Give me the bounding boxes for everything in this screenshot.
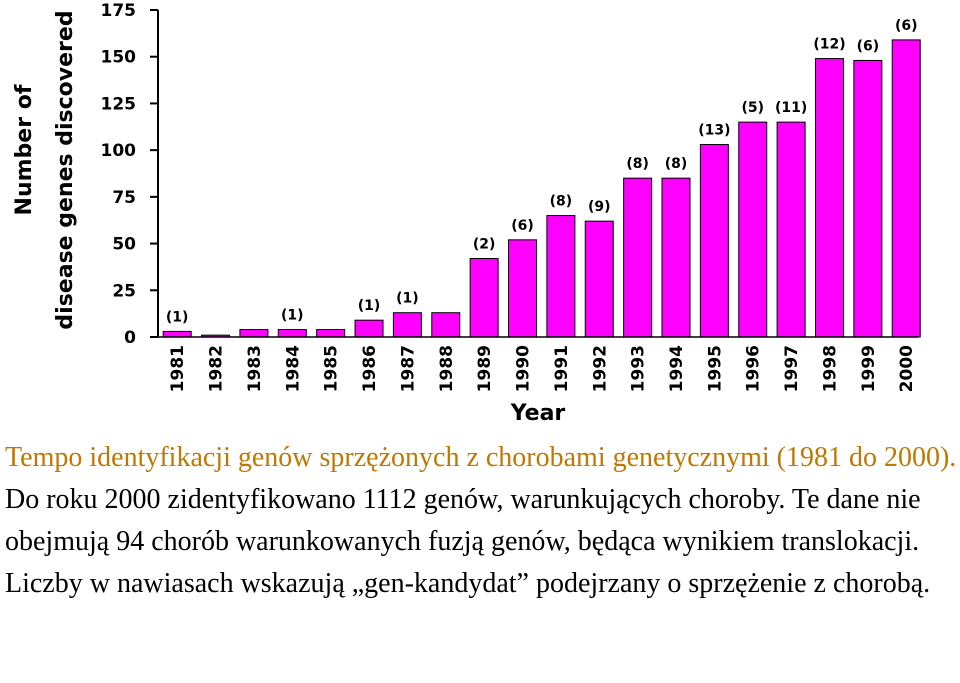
y-axis-title-line2: disease genes discovered [53,10,78,330]
bar-2000 [892,40,920,337]
bar-annotation-1998: (12) [813,36,846,53]
x-tick-label-1996: 1996 [743,345,764,393]
x-tick-label-1994: 1994 [666,345,687,393]
bar-1995 [700,145,728,337]
bar-1992 [585,221,613,337]
y-axis-title-line1: Number of [12,84,37,216]
bar-1989 [470,259,498,337]
bar-1986 [355,320,383,337]
bar-1991 [547,216,575,337]
bar-1988 [432,313,460,337]
x-tick-label-1984: 1984 [283,345,304,393]
x-tick-label-1985: 1985 [321,345,342,393]
x-tick-label-1991: 1991 [551,345,572,393]
bars [163,18,920,337]
x-tick-label-2000: 2000 [897,345,918,393]
caption-body: Do roku 2000 zidentyfikowano 1112 genów, warunkujących choroby. Te dane nie obejmują 94 chorób warunkowanych fuzją genów, będąca wynikiem translokacji. Liczby w nawiasach wskazują „gen-kandydat” podejrzany o sprzężenie z chorobą. [5,484,931,599]
bar-1996 [739,122,767,337]
bar-1985 [317,330,345,337]
bar-annotation-1994: (8) [664,156,688,173]
x-tick-label-1982: 1982 [206,345,227,393]
x-axis-title: Year [510,401,566,426]
bar-1987 [393,313,421,337]
bar-annotation-1989: (2) [472,236,496,253]
x-tick-label-1997: 1997 [782,345,803,393]
y-tick-label: 0 [124,328,136,348]
bar-1993 [624,178,652,337]
bar-1998 [815,59,843,337]
x-tick-label-1986: 1986 [360,345,381,393]
x-tick-label-1998: 1998 [820,345,841,393]
x-tick-label-1989: 1989 [475,345,496,393]
x-tick-label-1988: 1988 [436,345,457,393]
bar-1981 [163,331,191,337]
bar-annotation-1981: (1) [165,309,189,326]
x-tick-label-1981: 1981 [168,345,189,393]
y-tick-label: 100 [100,141,136,162]
y-axis [101,1,159,348]
bar-1999 [854,60,882,337]
caption [5,437,957,605]
bar-annotation-1990: (6) [511,217,534,234]
y-tick-label: 50 [112,234,136,255]
bar-1984 [278,330,306,337]
x-tick-label-1990: 1990 [513,345,534,393]
bar-annotation-1986: (1) [357,298,381,315]
bar-annotation-1984: (1) [281,307,304,324]
bar-1983 [240,330,268,337]
bar-annotation-1992: (9) [587,199,611,216]
bar-annotation-1997: (11) [774,100,808,117]
bar-annotation-2000: (6) [894,17,918,34]
x-tick-label-1999: 1999 [858,345,879,393]
x-tick-label-1993: 1993 [628,345,649,393]
bar-1990 [509,240,537,337]
y-tick-label: 75 [112,187,136,208]
y-tick-label: 150 [100,47,136,68]
y-tick-label: 125 [100,94,136,115]
x-axis [158,337,918,392]
x-tick-label-1987: 1987 [398,345,419,393]
x-tick-label-1992: 1992 [590,345,611,393]
bar-1994 [662,178,690,337]
bar-annotation-1991: (8) [549,193,573,210]
bar-annotation-1995: (13) [698,122,731,139]
y-tick-label: 175 [100,1,136,21]
bar-1997 [777,122,805,337]
x-tick-label-1995: 1995 [705,345,726,393]
bar-annotation-1999: (6) [856,38,880,55]
bar-annotation-1996: (5) [741,100,765,117]
caption-highlight: Tempo identyfikacji genów sprzężonych z chorobami genetycznymi (1981 do 2000). [5,442,957,473]
x-tick-label-1983: 1983 [244,345,265,393]
y-tick-label: 25 [112,281,136,302]
bar-annotation-1993: (8) [626,156,649,173]
bar-annotation-1987: (1) [396,290,419,307]
y-axis-title [12,10,78,329]
